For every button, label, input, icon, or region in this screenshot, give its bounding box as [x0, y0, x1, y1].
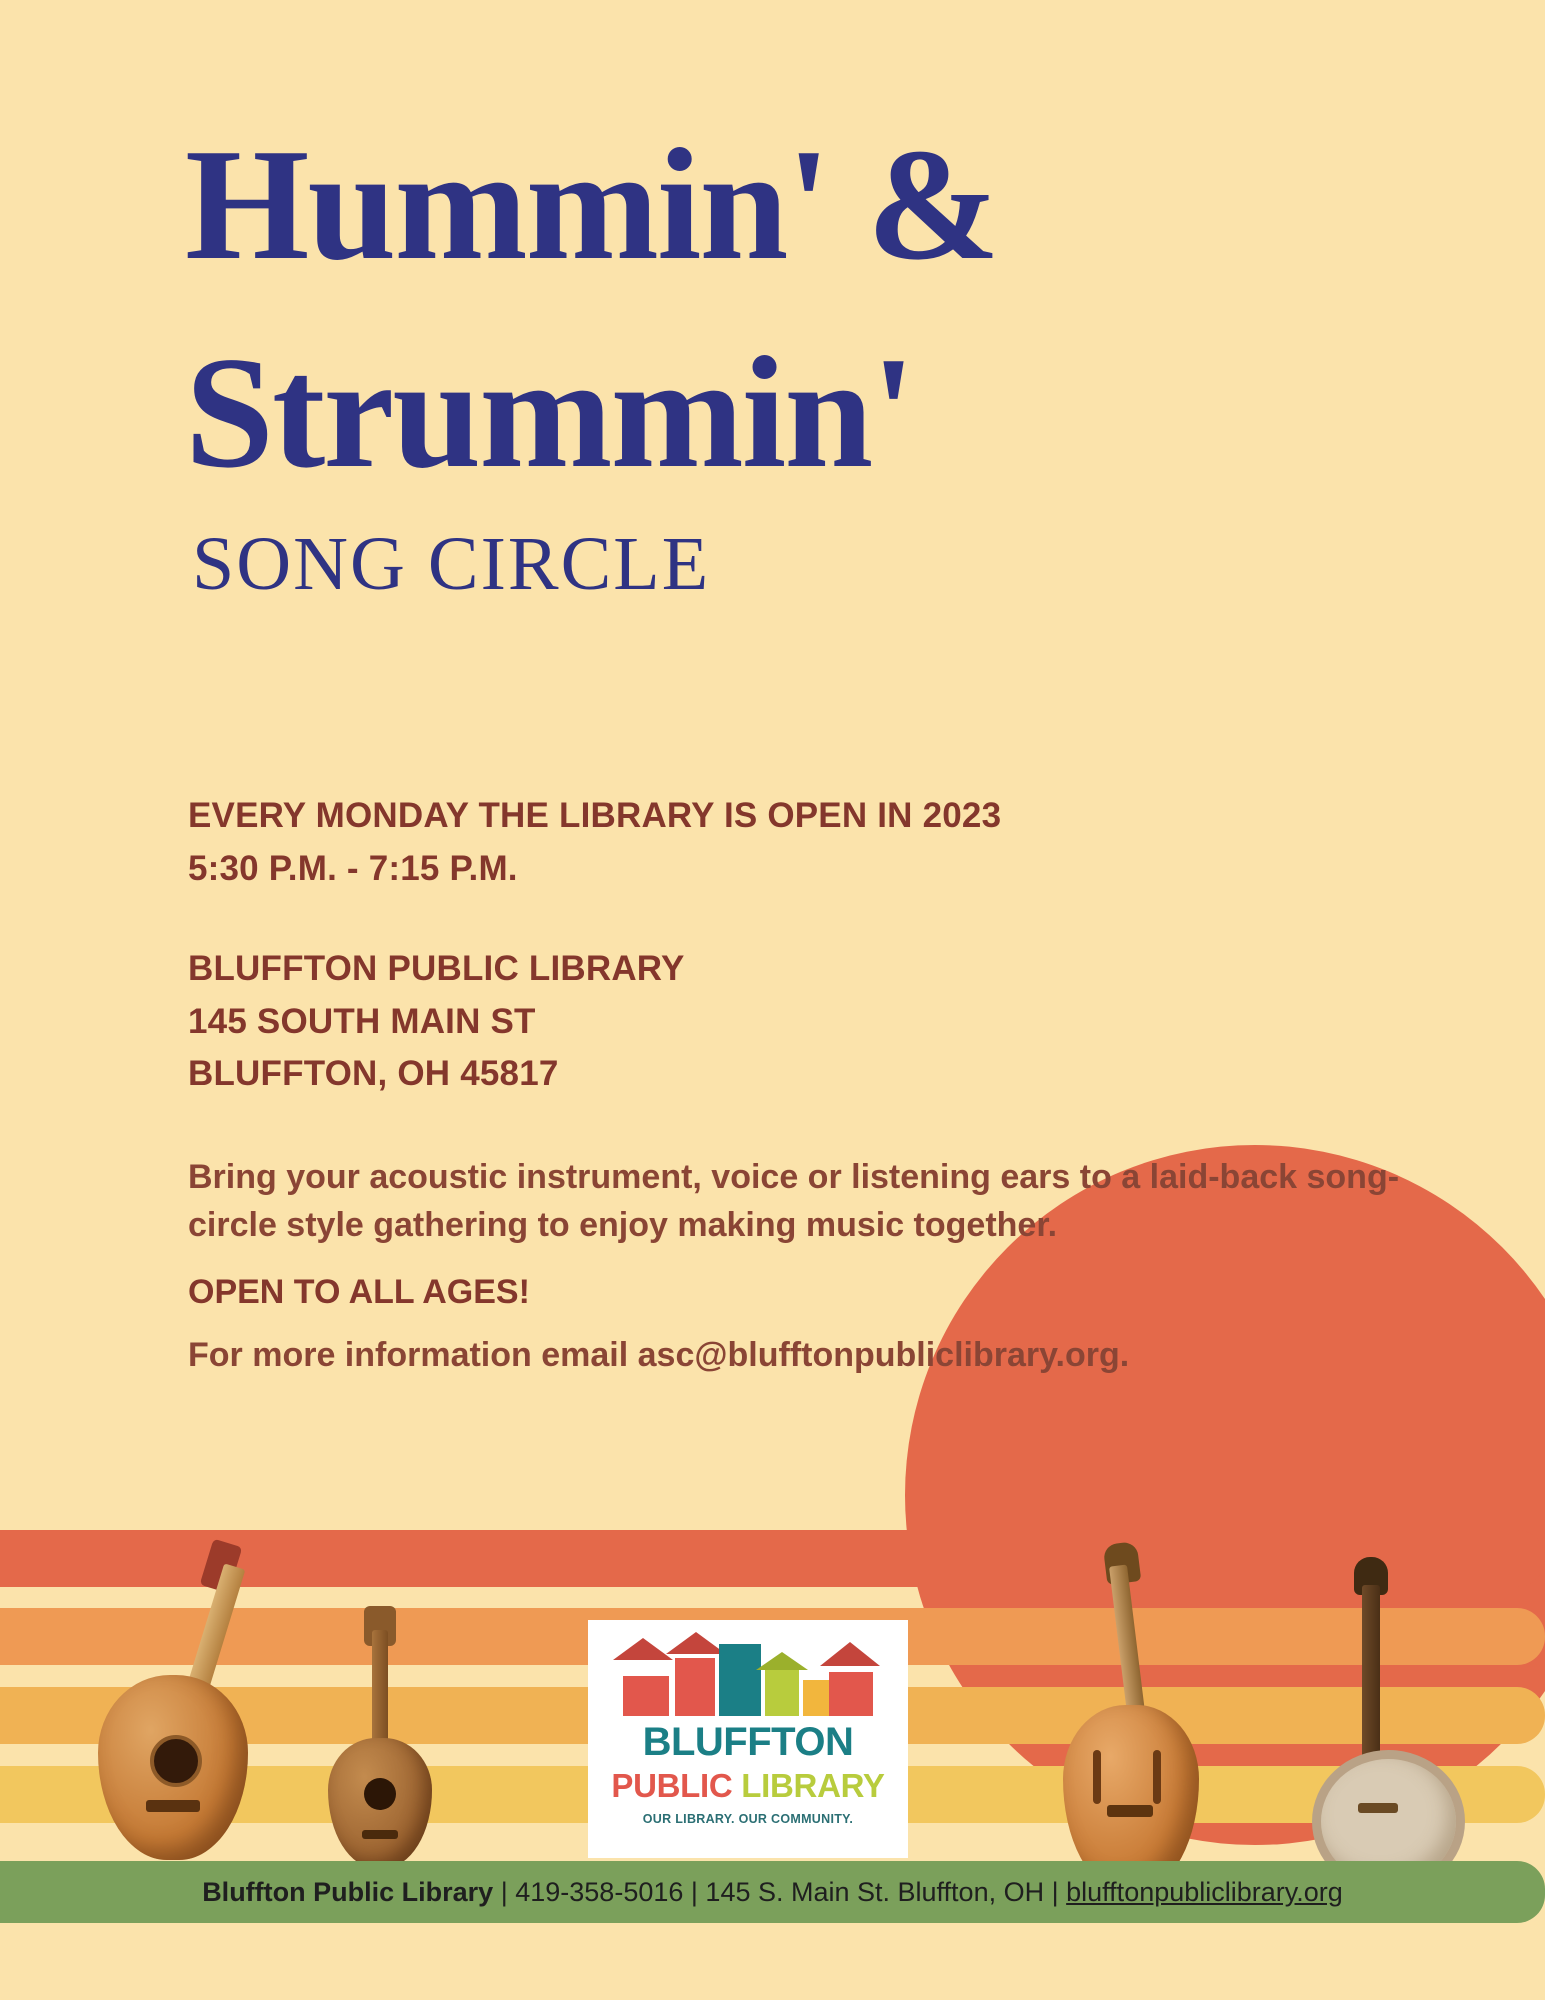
footer-sep-1: |	[493, 1876, 516, 1907]
footer-address: 145 S. Main St. Bluffton, OH	[705, 1876, 1045, 1907]
poster-subtitle: SONG CIRCLE	[192, 522, 711, 606]
all-ages-note: OPEN TO ALL AGES!	[188, 1273, 530, 1312]
logo-word-library: LIBRARY	[741, 1767, 885, 1804]
logo-tagline: OUR LIBRARY. OUR COMMUNITY.	[642, 1812, 854, 1826]
roof-green	[756, 1652, 808, 1670]
footer-contact-line	[202, 1877, 1343, 1908]
headline-block	[185, 100, 1385, 606]
event-venue	[188, 943, 1478, 1101]
ukulele-illustration	[320, 1630, 440, 1870]
skyline-icon	[617, 1634, 879, 1716]
event-description: Bring your acoustic instrument, voice or listening ears to a laid-back song-circle style gathering to enjoy making music together.	[188, 1157, 1400, 1244]
roof-red-left	[613, 1638, 673, 1660]
venue-name: BLUFFTON PUBLIC LIBRARY	[188, 949, 685, 988]
poster-title-line-1: Hummin' &	[185, 115, 999, 293]
event-day-line: EVERY MONDAY THE LIBRARY IS OPEN IN 2023	[188, 796, 1002, 835]
banjo-illustration	[1300, 1575, 1460, 1875]
banjo-neck	[1362, 1585, 1380, 1770]
library-logo-card	[588, 1620, 908, 1858]
guitar-bridge	[146, 1800, 200, 1812]
footer-band	[0, 1861, 1545, 1923]
event-details	[188, 790, 1478, 1375]
ukulele-neck	[372, 1630, 388, 1750]
footer-phone: 419-358-5016	[515, 1876, 684, 1907]
footer-sep-3: |	[1044, 1876, 1067, 1907]
building-red-right	[829, 1672, 873, 1716]
venue-city-state-zip: BLUFFTON, OH 45817	[188, 1054, 559, 1093]
contact-email-line: For more information email asc@blufftonpubliclibrary.org.	[188, 1336, 1130, 1375]
double-bass-bridge	[1107, 1805, 1153, 1817]
banjo-bridge	[1358, 1803, 1398, 1813]
guitar-illustration	[88, 1560, 258, 1860]
double-bass-f-hole-right	[1153, 1750, 1161, 1804]
footer-org-name: Bluffton Public Library	[202, 1876, 494, 1907]
building-red-left	[623, 1676, 669, 1716]
event-time-line: 5:30 P.M. - 7:15 P.M.	[188, 848, 518, 888]
building-green	[765, 1664, 799, 1716]
venue-street: 145 SOUTH MAIN ST	[188, 1001, 536, 1041]
roof-red-right	[820, 1642, 880, 1666]
logo-word-public: PUBLIC	[611, 1767, 733, 1804]
poster-title-line-2: Strummin'	[185, 323, 914, 501]
building-red-mid	[675, 1658, 715, 1716]
footer-sep-2: |	[683, 1876, 706, 1907]
logo-name-bluffton: BLUFFTON	[642, 1720, 854, 1764]
guitar-soundhole	[150, 1735, 202, 1787]
event-schedule	[188, 790, 1478, 895]
footer-website-link[interactable]: blufftonpubliclibrary.org	[1066, 1876, 1343, 1907]
double-bass-f-hole-left	[1093, 1750, 1101, 1804]
building-teal	[719, 1644, 761, 1716]
ukulele-bridge	[362, 1830, 398, 1839]
ukulele-soundhole	[364, 1778, 396, 1810]
double-bass-illustration	[1045, 1565, 1205, 1885]
roof-red-mid	[666, 1632, 726, 1654]
logo-name-public-library	[611, 1767, 884, 1805]
